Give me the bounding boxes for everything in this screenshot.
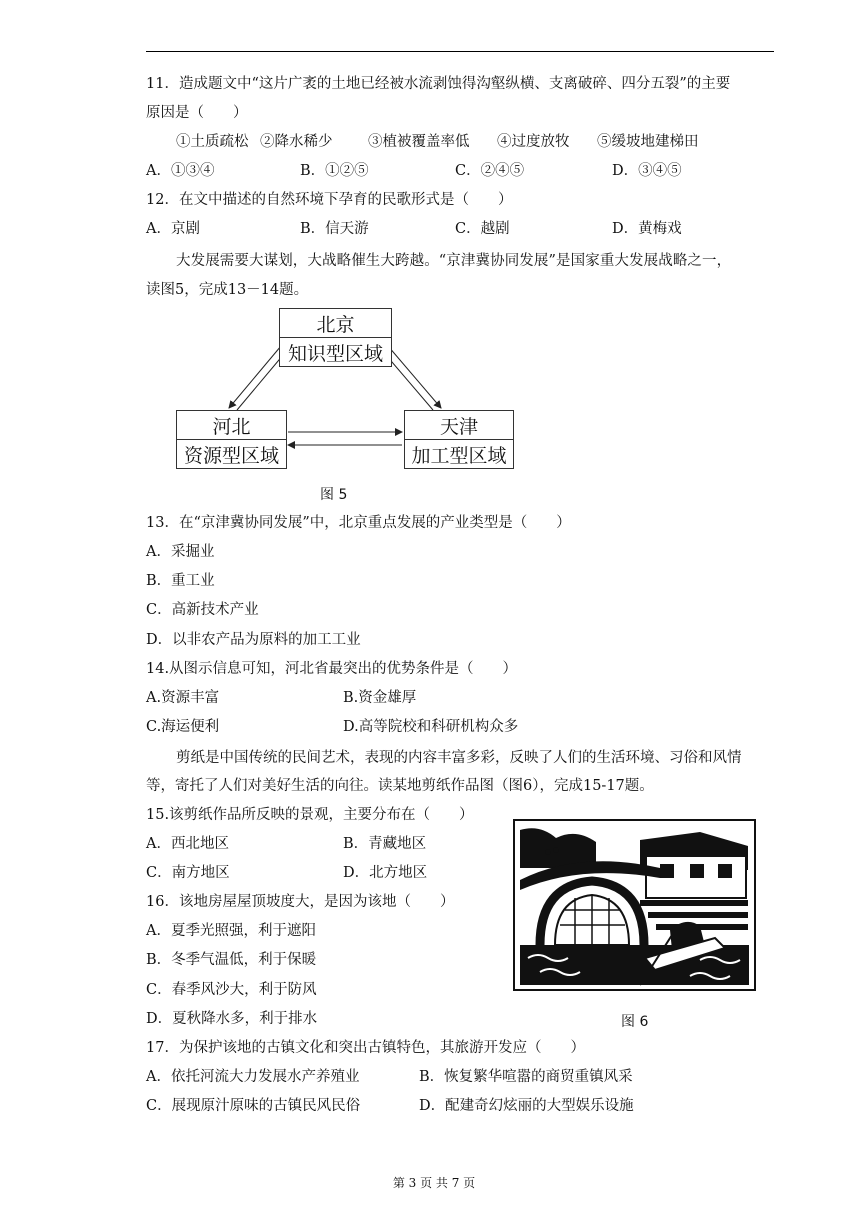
q11-stem: 11．造成题文中“这片广袤的土地已经被水流剥蚀得沟壑纵横、支离破碎、四分五裂”的主要 [146,76,731,92]
passage1-line1: 大发展需要大谋划，大战略催生大跨越。“京津冀协同发展”是国家重大发展战略之一， [176,253,732,269]
q11-item-5: ⑤缓坡地建梯田 [597,134,699,150]
q14-option-b: B.资金雄厚 [343,690,417,706]
hebei-label: 河北 [212,415,251,438]
q14-option-d: D.高等院校和科研机构众多 [343,719,519,735]
q15-option-a: A．西北地区 [146,836,229,852]
q13-option-d: D．以非农产品为原料的加工工业 [146,632,361,648]
q13-option-a: A．采掘业 [146,544,215,560]
q12-stem: 12．在文中描述的自然环境下孕育的民歌形式是（ ） [146,192,513,208]
q11-item-1: ①土质疏松 [176,134,249,150]
q12-option-d: D．黄梅戏 [612,221,682,237]
q13-stem: 13．在“京津冀协同发展”中，北京重点发展的产业类型是（ ） [146,515,571,531]
hebei-type: 资源型区域 [177,439,286,468]
passage2-line2: 等，寄托了人们对美好生活的向往。读某地剪纸作品图（图6），完成15-17题。 [146,778,654,794]
q12-option-c: C．越剧 [455,221,510,237]
q12-option-a: A．京剧 [146,221,200,237]
beijing-type: 知识型区域 [280,337,391,366]
q14-option-a: A.资源丰富 [146,690,220,706]
beijing-label: 北京 [316,313,355,336]
q16-option-a: A．夏季光照强，利于遮阳 [146,923,316,939]
q17-option-c: C．展现原汁原味的古镇民风民俗 [146,1098,361,1114]
page-number: 第 3 页 共 7 页 [392,1176,476,1190]
q11-option-d: D．③④⑤ [612,163,682,179]
q11-option-a: A．①③④ [146,163,215,179]
q14-option-c: C.海运便利 [146,719,220,735]
q15-option-d: D．北方地区 [343,865,428,881]
q15-option-c: C．南方地区 [146,865,230,881]
q15-stem: 15.该剪纸作品所反映的景观，主要分布在（ ） [146,807,474,823]
q17-option-d: D．配建奇幻炫丽的大型娱乐设施 [419,1098,634,1114]
figure6-caption: 图 6 [621,1014,649,1030]
q12-option-b: B．信天游 [300,221,369,237]
figure5-caption: 图 5 [320,487,348,503]
q13-option-c: C．高新技术产业 [146,602,259,618]
q16-stem: 16．该地房屋屋顶坡度大，是因为该地（ ） [146,894,455,910]
passage2-line1: 剪纸是中国传统的民间艺术，表现的内容丰富多彩，反映了人们的生活环境、习俗和风情 [176,750,742,766]
q16-option-c: C．春季风沙大，利于防风 [146,982,317,998]
q11-option-b: B．①②⑤ [300,163,369,179]
q17-option-b: B．恢复繁华喧嚣的商贸重镇风采 [419,1069,633,1085]
q11-item-4: ④过度放牧 [497,134,570,150]
q11-item-2: ②降水稀少 [260,134,333,150]
q17-stem: 17．为保护该地的古镇文化和突出古镇特色，其旅游开发应（ ） [146,1040,585,1056]
q11-option-c: C．②④⑤ [455,163,525,179]
q17-option-a: A．依托河流大力发展水产养殖业 [146,1069,360,1085]
q14-stem: 14.从图示信息可知，河北省最突出的优势条件是（ ） [146,661,518,677]
q11-stem-cont: 原因是（ ） [146,105,248,121]
q13-option-b: B．重工业 [146,573,215,589]
q16-option-d: D．夏秋降水多，利于排水 [146,1011,318,1027]
q16-option-b: B．冬季气温低，利于保暖 [146,952,317,968]
q15-option-b: B．青藏地区 [343,836,427,852]
tianjin-label: 天津 [439,415,478,438]
q11-item-3: ③植被覆盖率低 [368,134,470,150]
tianjin-type: 加工型区域 [405,439,513,468]
passage1-line2: 读图5，完成13－14题。 [146,282,309,298]
